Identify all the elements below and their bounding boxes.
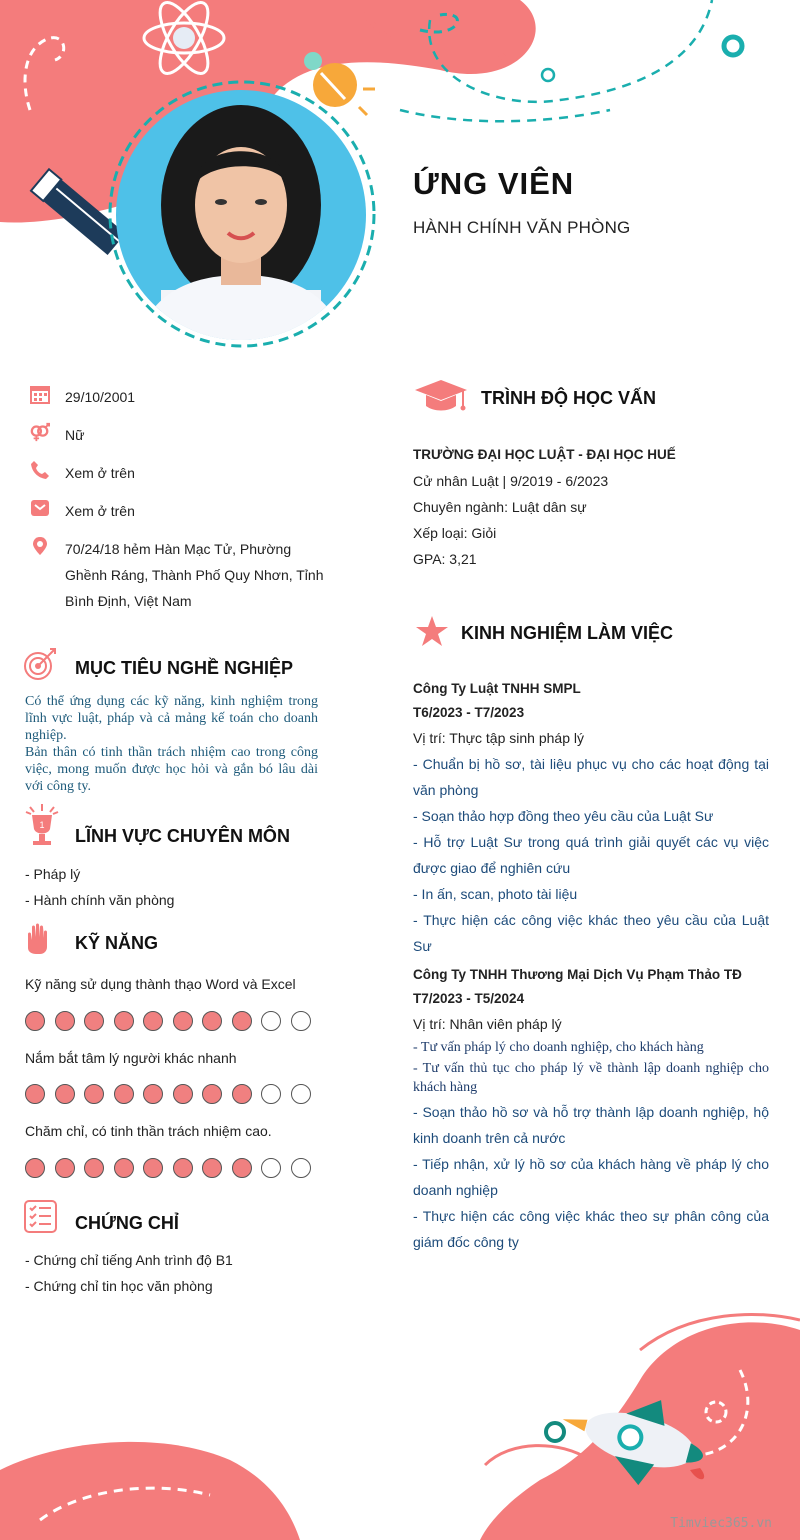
candidate-role: HÀNH CHÍNH VĂN PHÒNG [413, 218, 631, 237]
rating-dot-filled [143, 1084, 163, 1104]
rating-dot-empty [261, 1084, 281, 1104]
graduation-cap-icon [414, 378, 468, 416]
job-task: - In ấn, scan, photo tài liệu [413, 886, 578, 902]
star-icon [414, 615, 450, 649]
avatar [116, 90, 366, 340]
objective-paragraph: Bản thân có tinh thần trách nhiệm cao trong công việc, mong muốn được học hỏi và gắn bó lâu dài với công ty. [25, 745, 318, 794]
rating-dot-empty [291, 1011, 311, 1031]
gender-text: Nữ [65, 427, 85, 443]
calendar-icon [30, 384, 50, 404]
company-name: Công Ty TNHH Thương Mại Dịch Vụ Phạm Thảo TĐ [413, 967, 742, 982]
objective-text [25, 693, 318, 795]
rank: Xếp loại: Giỏi [413, 525, 497, 541]
skills-title: KỸ NĂNG [75, 933, 159, 953]
rating-dot-filled [25, 1011, 45, 1031]
job-position: Vị trí: Nhân viên pháp lý [413, 1016, 562, 1032]
certificates-list [25, 1247, 233, 1299]
school-name: TRƯỜNG ĐẠI HỌC LUẬT - ĐẠI HỌC HUẾ [413, 447, 676, 462]
job-task: - Soạn thảo hồ sơ và hỗ trợ thành lập doanh nghiệp, hộ kinh doanh trên cả nước [413, 1104, 769, 1146]
rating-dot-filled [173, 1084, 193, 1104]
email-icon [30, 498, 50, 518]
rating-dot-filled [114, 1084, 134, 1104]
skill-label: Nắm bắt tâm lý người khác nhanh [25, 1050, 237, 1066]
rating-dot-filled [84, 1084, 104, 1104]
list-item: - Chứng chỉ tin học văn phòng [25, 1278, 213, 1294]
birthday-text: 29/10/2001 [65, 389, 136, 405]
job-period: T7/2023 - T5/2024 [413, 991, 525, 1006]
gpa: GPA: 3,21 [413, 551, 477, 567]
objective-paragraph: Có thể ứng dụng các kỹ năng, kinh nghiệm trong lĩnh vực luật, pháp và cả mảng kế toán cho doanh nghiệp. [25, 694, 318, 743]
rating-dot-filled [114, 1158, 134, 1178]
education-title: TRÌNH ĐỘ HỌC VẤN [481, 388, 656, 408]
job-entry [413, 963, 769, 1255]
rating-dot-filled [84, 1011, 104, 1031]
list-item: - Hành chính văn phòng [25, 892, 175, 908]
list-item: - Pháp lý [25, 866, 81, 882]
watermark: Timviec365.vn [670, 1516, 772, 1531]
skill-label: Chăm chỉ, có tinh thần trách nhiệm cao. [25, 1123, 272, 1139]
rating-dot-filled [202, 1084, 222, 1104]
job-task: - Hỗ trợ Luật Sư trong quá trình giải quyết các vụ việc được giao để nghiên cứu [413, 834, 769, 876]
rating-dot-filled [202, 1158, 222, 1178]
education-block [413, 442, 773, 572]
phone-text[interactable]: Xem ở trên [65, 465, 135, 481]
job-position: Vị trí: Thực tập sinh pháp lý [413, 730, 584, 746]
trophy-icon [24, 803, 60, 847]
location-pin-icon [30, 536, 50, 556]
rating-dot-filled [55, 1011, 75, 1031]
rating-dot-filled [173, 1158, 193, 1178]
skill-rating [25, 1011, 325, 1033]
job-task: - Thực hiện các công việc khác theo sự phân công của giám đốc công ty [413, 1208, 769, 1250]
list-item: - Chứng chỉ tiếng Anh trình độ B1 [25, 1252, 233, 1268]
rating-dot-empty [261, 1158, 281, 1178]
major: Chuyên ngành: Luật dân sự [413, 499, 587, 515]
rating-dot-filled [25, 1084, 45, 1104]
rating-dot-filled [143, 1011, 163, 1031]
checklist-icon [24, 1200, 58, 1234]
address-text: 70/24/18 hẻm Hàn Mạc Tử, Phường Ghềnh Ráng, Thành Phố Quy Nhơn, Tỉnh Bình Định, Việt Nam [65, 541, 324, 609]
candidate-name: ỨNG VIÊN [413, 166, 575, 201]
degree: Cử nhân Luật | 9/2019 - 6/2023 [413, 473, 609, 489]
company-name: Công Ty Luật TNHH SMPL [413, 681, 581, 696]
rating-dot-filled [232, 1158, 252, 1178]
rating-dot-filled [202, 1011, 222, 1031]
rating-dot-filled [55, 1084, 75, 1104]
skill-label: Kỹ năng sử dụng thành thạo Word và Excel [25, 976, 296, 992]
svg-text:1: 1 [39, 820, 45, 830]
phone-icon [30, 460, 50, 480]
rating-dot-filled [173, 1011, 193, 1031]
job-task: - Thực hiện các công việc khác theo yêu cầu của Luật Sư [413, 912, 769, 954]
objective-title: MỤC TIÊU NGHỀ NGHIỆP [75, 658, 294, 678]
hand-icon [24, 922, 50, 954]
rating-dot-filled [143, 1158, 163, 1178]
skill-rating [25, 1084, 325, 1106]
job-entry [413, 677, 769, 959]
rating-dot-filled [25, 1158, 45, 1178]
rating-dot-empty [261, 1011, 281, 1031]
expertise-title: LĨNH VỰC CHUYÊN MÔN [75, 826, 290, 846]
job-task: - Soạn thảo hợp đồng theo yêu cầu của Luật Sư [413, 808, 714, 824]
rating-dot-filled [232, 1084, 252, 1104]
job-task: - Tư vấn pháp lý cho doanh nghiệp, cho khách hàng [413, 1040, 704, 1055]
job-task: - Tư vấn thủ tục cho pháp lý về thành lập doanh nghiệp cho khách hàng [413, 1061, 769, 1095]
rating-dot-filled [114, 1011, 134, 1031]
expertise-list [25, 861, 174, 913]
target-icon [22, 646, 58, 682]
rating-dot-filled [232, 1011, 252, 1031]
job-period: T6/2023 - T7/2023 [413, 705, 525, 720]
rating-dot-filled [84, 1158, 104, 1178]
certificates-title: CHỨNG CHỈ [75, 1213, 179, 1233]
rating-dot-empty [291, 1084, 311, 1104]
rating-dot-empty [291, 1158, 311, 1178]
rating-dot-filled [55, 1158, 75, 1178]
experience-title: KINH NGHIỆM LÀM VIỆC [461, 623, 674, 643]
job-task: - Tiếp nhận, xử lý hồ sơ của khách hàng về pháp lý cho doanh nghiệp [413, 1156, 769, 1198]
job-task: - Chuẩn bị hồ sơ, tài liệu phục vụ cho các hoạt động tại văn phòng [413, 756, 769, 798]
email-text[interactable]: Xem ở trên [65, 503, 135, 519]
skill-rating [25, 1158, 325, 1180]
gender-icon [30, 422, 50, 442]
